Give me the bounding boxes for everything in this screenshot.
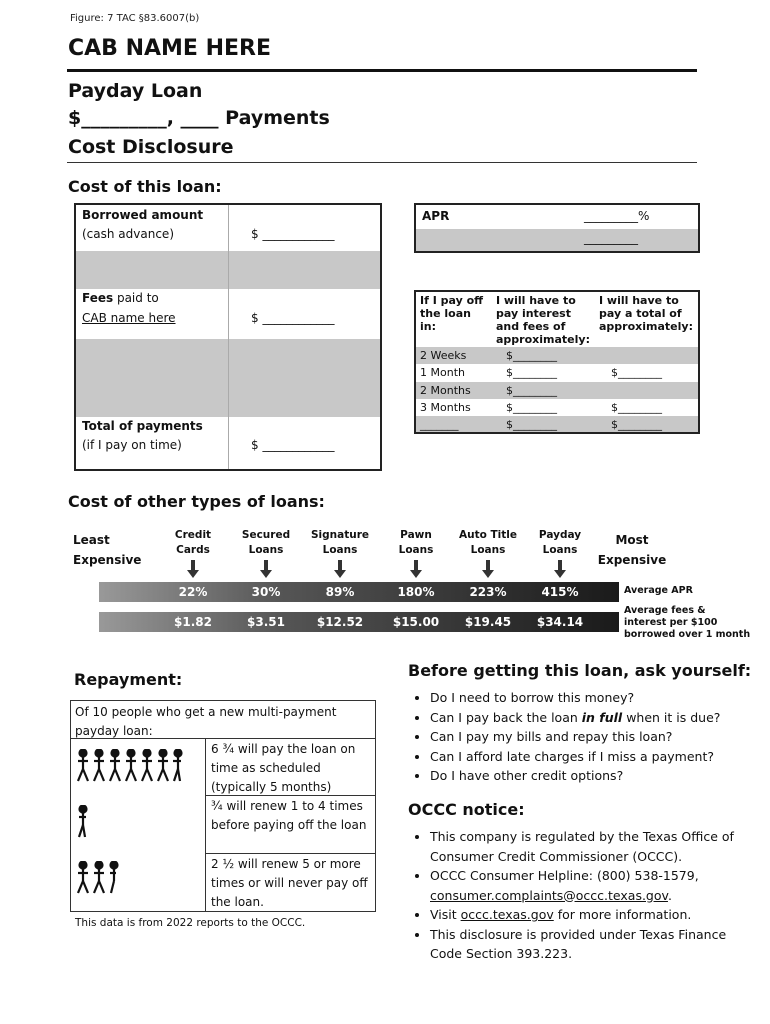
- fee-value-cell: $3.51: [247, 615, 285, 629]
- apr-value-cell: 30%: [251, 585, 281, 599]
- fee-value-cell: $12.52: [316, 615, 364, 629]
- most-line-2: Expensive: [597, 553, 667, 567]
- header-rule: [67, 69, 697, 72]
- occc-heading: OCCC notice:: [408, 800, 525, 819]
- fee-value-cell: $1.82: [174, 615, 212, 629]
- apr-label: APR: [422, 209, 450, 223]
- complaints-email-link[interactable]: consumer.complaints@occc.texas.gov: [430, 887, 668, 903]
- cab-name: CAB NAME HERE: [68, 36, 272, 61]
- question-text: when it is due?: [622, 709, 721, 725]
- down-arrow-icon: [554, 560, 566, 578]
- most-expensive-label: [596, 530, 668, 570]
- column-divider: [228, 205, 229, 469]
- question-text: Can I pay back the loan: [430, 709, 582, 725]
- down-arrow-icon: [482, 560, 494, 578]
- col-header-total: I will have to pay a total of approximately:: [599, 294, 693, 333]
- notice-text: OCCC Consumer Helpline: (800) 538-1579,: [430, 868, 699, 883]
- row-fees: $________: [506, 418, 557, 431]
- loan-category-label: Signature Loans: [310, 529, 370, 556]
- other-loans-heading: Cost of other types of loans:: [68, 492, 325, 511]
- fees-label-rest: paid to: [113, 291, 159, 305]
- repayment-row-2: ¾ will renew 1 to 4 times before paying off the loan: [211, 799, 367, 832]
- row-total: $________: [611, 366, 662, 379]
- repayment-row-1: 6 ¾ will pay the loan on time as scheduled (typically 5 months): [211, 742, 356, 794]
- title-payday-loan: Payday Loan: [68, 80, 203, 102]
- avg-fees-line-2: interest per $100: [624, 617, 718, 628]
- loan-category-label: Credit Cards: [174, 529, 212, 556]
- payoff-table: [414, 290, 700, 434]
- notice-text: for more information.: [553, 907, 692, 922]
- most-line-1: Most: [615, 533, 649, 547]
- title-cost-disclosure: Cost Disclosure: [68, 136, 234, 158]
- fee-value-cell: $34.14: [536, 615, 584, 629]
- fee-value-cell: $19.45: [464, 615, 512, 629]
- avg-fees-line-3: borrowed over 1 month: [624, 629, 751, 640]
- total-value: $ ____________: [251, 438, 335, 452]
- apr-value-cell: 180%: [397, 585, 435, 599]
- title-rule: [67, 162, 697, 163]
- down-arrow-icon: [334, 560, 346, 578]
- least-line-2: Expensive: [73, 553, 142, 567]
- ask-yourself-list: [408, 688, 738, 786]
- column-divider: [205, 738, 206, 912]
- borrowed-value: $ ____________: [251, 227, 335, 241]
- least-line-1: Least: [73, 533, 110, 547]
- row-fees: $________: [506, 401, 557, 414]
- row-total: $________: [611, 401, 662, 414]
- total-label: Total of payments: [82, 419, 203, 433]
- loan-category-label: Auto Title Loans: [459, 529, 517, 556]
- loan-category-label: Secured Loans: [241, 529, 291, 556]
- fees-label-line: [82, 291, 159, 305]
- row-period: 2 Months: [420, 384, 471, 397]
- total-sub: (if I pay on time): [82, 438, 182, 452]
- apr-value-cell: 89%: [325, 585, 355, 599]
- down-arrow-icon: [187, 560, 199, 578]
- occc-website-link[interactable]: occc.texas.gov: [460, 907, 554, 922]
- notice-item: • This company is regulated by the Texas Office of Consumer Credit Commissioner (OCCC).: [430, 827, 738, 866]
- question-emphasis: in full: [581, 709, 623, 725]
- down-arrow-icon: [260, 560, 272, 578]
- borrowed-sub: (cash advance): [82, 227, 174, 241]
- apr-value: _________%: [584, 209, 650, 223]
- title-amount-payments: $_________, ____ Payments: [68, 107, 330, 129]
- loan-category-label: Payday Loans: [538, 529, 582, 556]
- apr-value-cell: 415%: [541, 585, 579, 599]
- notice-text: .: [667, 887, 672, 903]
- notice-item: [430, 905, 738, 925]
- row-divider: [205, 853, 375, 854]
- row-fees: $________: [506, 366, 557, 379]
- row-fees: $________: [506, 384, 557, 397]
- apr-box: [414, 203, 700, 253]
- figure-reference: Figure: 7 TAC §83.6007(b): [70, 13, 200, 24]
- question-item: • Do I have other credit options?: [430, 766, 738, 786]
- down-arrow-icon: [410, 560, 422, 578]
- repayment-heading: Repayment:: [74, 670, 183, 689]
- row-divider: [71, 738, 375, 739]
- row-period: 2 Weeks: [420, 349, 467, 362]
- question-item: • Can I pay my bills and repay this loan?: [430, 727, 738, 747]
- avg-fees-label: [624, 605, 750, 641]
- fees-value: $ ____________: [251, 311, 335, 325]
- row-period: 3 Months: [420, 401, 471, 414]
- avg-apr-label: Average APR: [624, 585, 693, 596]
- people-six-three-quarters-icon: [77, 749, 189, 783]
- apr-value-cell: 22%: [178, 585, 208, 599]
- notice-text: Visit: [430, 907, 461, 922]
- cost-of-loan-box: [74, 203, 382, 471]
- notice-item: [430, 866, 738, 905]
- least-expensive-label: [73, 530, 141, 570]
- row-period: _______: [420, 418, 459, 431]
- col-header-period: If I pay off the loan in:: [420, 294, 484, 333]
- question-item: [430, 708, 738, 728]
- occc-list: [408, 827, 738, 964]
- row-period: 1 Month: [420, 366, 465, 379]
- repayment-intro: Of 10 people who get a new multi-payment payday loan:: [75, 705, 337, 738]
- borrowed-label: Borrowed amount: [82, 208, 204, 222]
- repayment-box: [70, 700, 376, 912]
- apr-value-cell: 223%: [469, 585, 507, 599]
- fees-sub: CAB name here: [82, 311, 176, 325]
- row-fees: $________: [506, 349, 557, 362]
- question-item: • Do I need to borrow this money?: [430, 688, 738, 708]
- avg-fees-line-1: Average fees &: [624, 605, 706, 616]
- fees-label: Fees: [82, 291, 114, 305]
- notice-item: • This disclosure is provided under Texas Finance Code Section 393.223.: [430, 925, 738, 964]
- fee-value-cell: $15.00: [392, 615, 440, 629]
- loan-category-label: Pawn Loans: [398, 529, 434, 556]
- apr-value-2: _________: [584, 231, 638, 245]
- gray-band: [416, 229, 698, 251]
- col-header-fees: I will have to pay interest and fees of approximately:: [496, 294, 590, 346]
- cost-of-loan-heading: Cost of this loan:: [68, 177, 222, 196]
- row-total: $________: [611, 418, 662, 431]
- repayment-source: This data is from 2022 reports to the OCCC.: [75, 917, 306, 929]
- people-two-and-half-icon: [77, 861, 133, 895]
- person-three-quarters-icon: [77, 805, 97, 839]
- ask-yourself-heading: Before getting this loan, ask yourself:: [408, 661, 752, 680]
- question-item: • Can I afford late charges if I miss a payment?: [430, 747, 738, 767]
- repayment-row-3: 2 ½ will renew 5 or more times or will never pay off the loan.: [211, 857, 368, 909]
